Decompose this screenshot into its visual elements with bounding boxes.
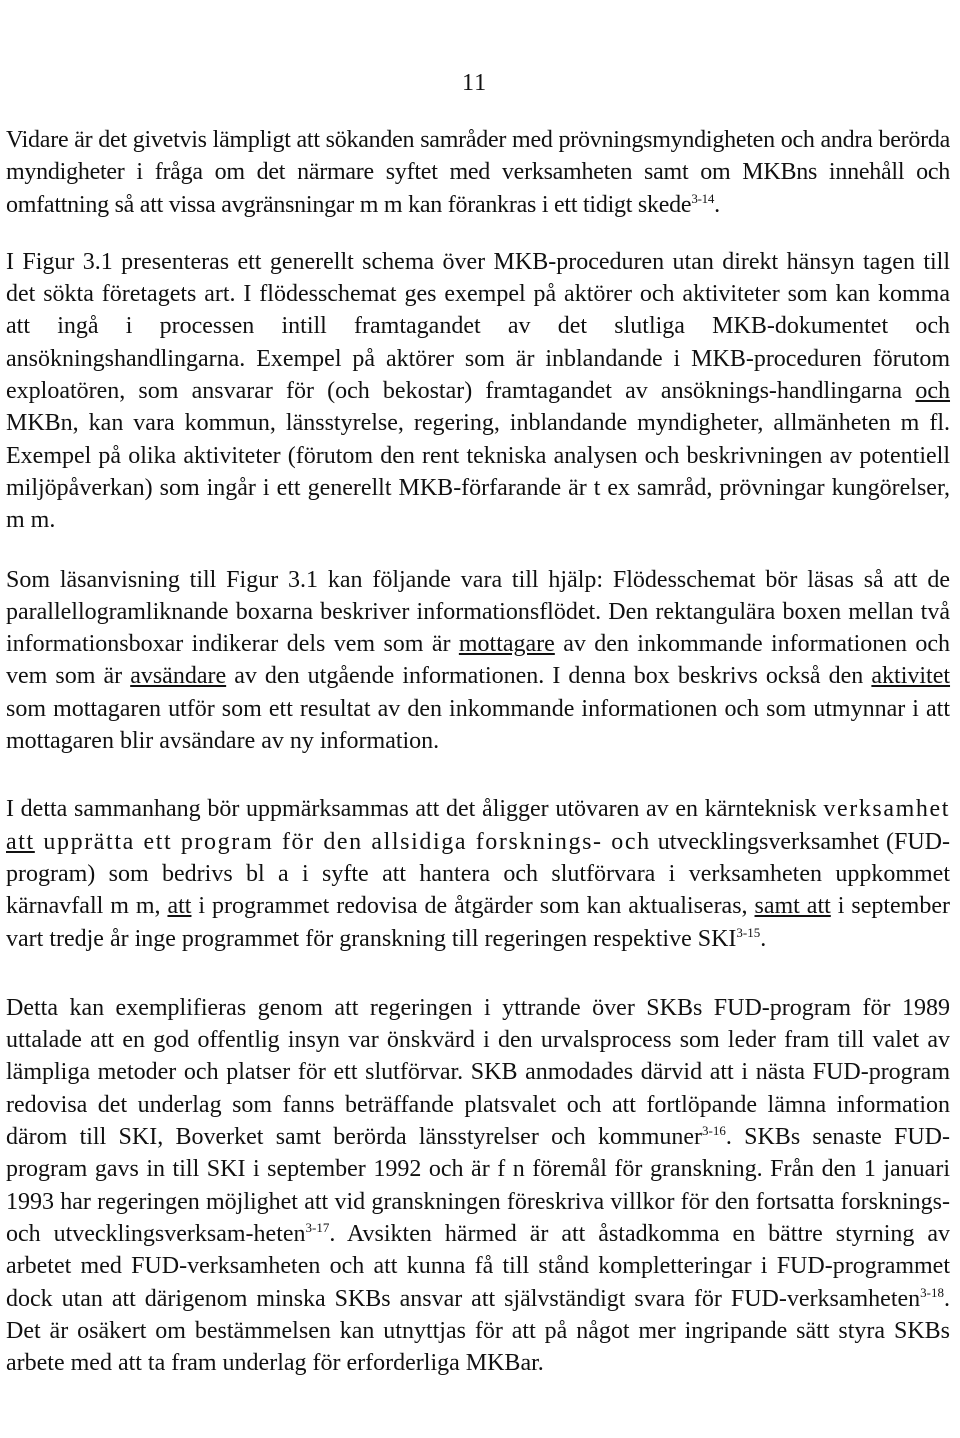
paragraph-reading-guide: [6, 564, 950, 758]
paragraph-text: I detta sammanhang bör uppmärksammas att det åligger utövaren av en kärnteknisk: [6, 796, 817, 823]
paragraph-example: [6, 992, 950, 1380]
paragraph-text: MKBn, kan vara kommun, länsstyrelse, regering, inblandande myndigheter, allmänheten m fl. Exempel på olika aktiviteter (förutom den rent tekniska analysen och beskrivningen av potentiell miljöpåverkan) som ingår i ett generellt MKB-förfarande är t ex samråd, prövningar kungörelser, m m.: [6, 410, 950, 534]
underlined-text: mottagare: [458, 631, 555, 658]
page-body: [6, 124, 950, 1379]
underlined-text: att: [167, 893, 192, 920]
underlined-text: aktivitet: [871, 663, 951, 690]
underlined-text: avsändare: [130, 663, 227, 690]
paragraph-text: . SKBs senaste FUD-program gavs in till SKI i september 1992 och är f n föremål för granskning. Från den 1 januari 1993 har regeringen möjlighet att vid granskningen föreskriva villkor för den fortsatta forsknings- och utvecklingsverksam-heten: [6, 1124, 951, 1247]
footnote-ref: 3-18: [920, 1284, 944, 1300]
paragraph-text: av den utgående informationen. I denna box beskrivs också den: [234, 663, 864, 690]
paragraph-text: Som läsanvisning till Figur 3.1 kan följande vara till hjälp: Flödesschemat bör läsas så att de parallellogramliknande boxarna beskriver informationsflödet. Den rektangulära boxen mellan två informationsboxar indikerar dels vem som är: [6, 566, 950, 658]
paragraph-text: . Det är osäkert om bestämmelsen kan utnyttjas för att på något mer ingripande sätt styra SKBs arbete med att ta fram underlag för erforderliga MKBar.: [6, 1285, 950, 1377]
underlined-text: samt att: [754, 893, 831, 920]
underlined-text: och: [915, 378, 951, 405]
footnote-ref: 3-17: [305, 1219, 330, 1235]
footnote-ref: 3-14: [691, 190, 715, 206]
paragraph-end: .: [714, 191, 720, 218]
paragraph-figure-intro: [6, 246, 950, 537]
page-number: 11: [462, 70, 488, 96]
paragraph-text: Detta kan exemplifieras genom att regeringen i yttrande över SKBs FUD-program för 1989 uttalade att en god offentlig insyn var önskvärd i den urvalsprocess som leder fram till valet av lämpliga metoder och platser för ett slutförvar. SKB anmodades därvid att i nästa FUD-program redovisa det underlag som fanns beträffande platsvalet och att fortlöpande lämna information därom till SKI, Boverket samt berörda länsstyrelser och kommuner: [6, 994, 950, 1151]
paragraph-text: i programmet redovisa de åtgärder som kan aktualiseras,: [198, 893, 748, 920]
paragraph-text: Vidare är det givetvis lämpligt att sökanden samråder med prövningsmyndigheten och andra berörda myndigheter i fråga om det närmare syftet med verksamheten samt om MKBns innehåll och omfattning så att vissa avgränsningar m m kan förankras i ett tidigt skede: [6, 127, 950, 218]
footnote-ref: 3-15: [736, 924, 761, 940]
paragraph-text: verksamhet: [823, 796, 951, 823]
paragraph-text: I Figur 3.1 presenteras ett generellt schema över MKB-proceduren utan direkt hänsyn tagen till det sökta företagets art. I flödesschemat ges exempel på aktörer och aktiviteter som kan komma att ingå i processen intill framtagandet av det slutliga MKB-dokumentet och ansökningshandlingarna. Exempel på aktörer som är inblandande i MKB-proceduren förutom exploatören, som ansvarar för (och bekostar) framtagandet av ansöknings-handlingarna: [6, 248, 950, 405]
paragraph-text: i september vart tredje år inge programmet för granskning till regeringen respektive SKI: [6, 893, 950, 952]
paragraph-text: som mottagaren utför som ett resultat av den inkommande informationen och som utmynnar i att mottagaren blir avsändare av ny information.: [6, 695, 950, 755]
paragraph-consultation: [6, 124, 950, 221]
paragraph-text: upprätta ett program för den allsidiga forsknings- och: [43, 828, 651, 855]
paragraph-text: utvecklingsverksamhet (FUD-program) som bedrivs bl a i syfte att hantera och slutförvara i verksamheten uppkommet kärnavfall m m,: [6, 828, 950, 920]
underlined-text: att: [6, 828, 35, 855]
paragraph-text: av den inkommande informationen och vem som är: [6, 631, 950, 690]
footnote-ref: 3-16: [702, 1123, 726, 1139]
paragraph-text: . Avsikten härmed är att åstadkomma en bättre styrning av arbetet med FUD-verksamheten och att kunna få till stånd kompletteringar i FUD-programmet dock utan att därigenom minska SKBs ansvar att självständigt svara för FUD-verksamheten: [6, 1220, 950, 1312]
paragraph-end: .: [760, 925, 767, 952]
paragraph-fud-program: [6, 793, 950, 954]
